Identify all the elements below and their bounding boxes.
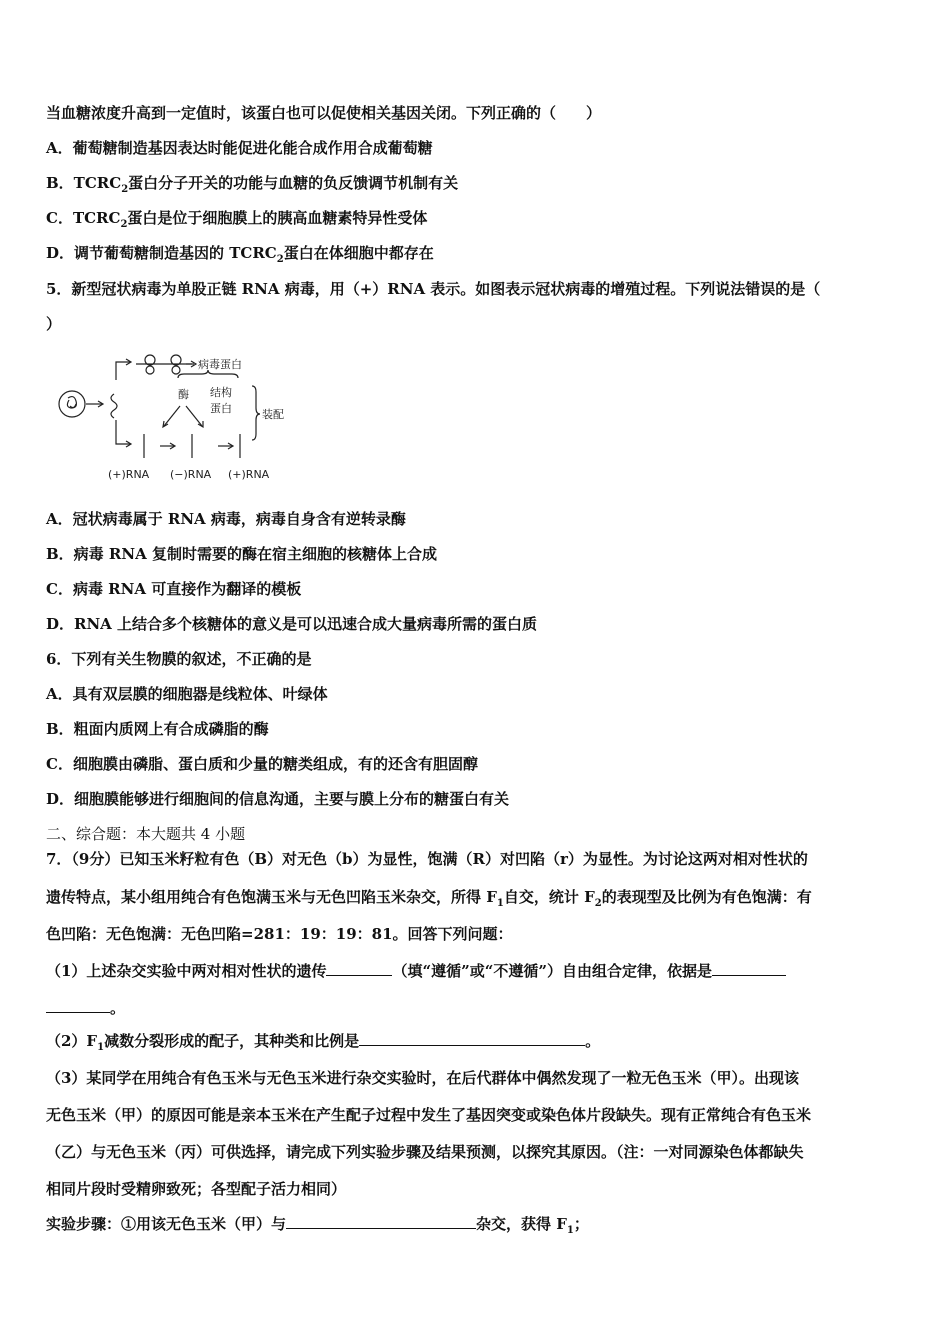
q6-option-a: A．具有双层膜的细胞器是线粒体、叶绿体 (46, 685, 328, 703)
section-title: 二、综合题：本大题共 4 小题 (46, 825, 246, 843)
q7-line3: 色凹陷：无色饱满：无色凹陷=281：19：19：81。回答下列问题： (46, 925, 513, 943)
label-rna-minus: (−)RNA (170, 468, 212, 481)
answer-blank-2[interactable] (712, 961, 786, 976)
q4-stem: 当血糖浓度升高到一定值时，该蛋白也可以促使相关基因关闭。下列正确的（ ） (46, 104, 602, 122)
answer-blank-3[interactable] (359, 1031, 585, 1046)
q7-step1: 实验步骤：①用该无色玉米（甲）与 杂交，获得 $F_1$； (46, 1215, 589, 1236)
q7-part3-line2: 无色玉米（甲）的原因可能是亲本玉米在产生配子过程中发生了基因突变或染色体片段缺失。现有正常纯合有色玉米 (46, 1106, 812, 1124)
q7-part3-line4: 相同片段时受精卵致死；各型配子活力相同） (46, 1180, 347, 1198)
q7-line2: 遗传特点，某小组用纯合有色饱满玉米与无色凹陷玉米杂交，所得 $F_1$自交，统计 $F_2$的表现型及比例为有色饱满：有 (46, 888, 812, 909)
rna-strand-icon (111, 394, 117, 418)
label-rna-plus-2: (+)RNA (228, 468, 270, 481)
q6-option-b: B．粗面内质网上有合成磷脂的酶 (46, 720, 269, 738)
answer-blank-1[interactable] (326, 961, 392, 976)
label-structural-protein-2: 蛋白 (210, 402, 232, 415)
q4-option-b: B．$TCRC_2$蛋白分子开关的功能与血糖的负反馈调节机制有关 (46, 174, 459, 195)
q7-line1: 7．（9分）已知玉米籽粒有色（B）对无色（b）为显性，饱满（R）对凹陷（r）为显性。为讨论这两对相对性状的 (46, 850, 808, 868)
q5-option-c: C．病毒 RNA 可直接作为翻译的模板 (46, 580, 302, 598)
q7-part1: （1）上述杂交实验中两对相对性状的遗传 （填“遵循”或“不遵循”）自由组合定律，依据是 (46, 961, 910, 981)
virus-particle-icon (59, 391, 85, 417)
q4-option-a: A．葡萄糖制造基因表达时能促进化能合成作用合成葡萄糖 (46, 139, 433, 157)
answer-blank-4[interactable] (286, 1214, 476, 1229)
q4-option-c: C．$TCRC_2$蛋白是位于细胞膜上的胰高血糖素特异性受体 (46, 209, 428, 230)
q7-part3-line3: （乙）与无色玉米（丙）可供选择，请完成下列实验步骤及结果预测，以探究其原因。（注：一对同源染色体都缺失 (46, 1143, 804, 1161)
q7-part3-line1: （3）某同学在用纯合有色玉米与无色玉米进行杂交实验时，在后代群体中偶然发现了一粒无色玉米（甲）。出现该 (46, 1069, 799, 1087)
q5-stem-line1: 5．新型冠状病毒为单股正链 RNA 病毒，用（+）RNA 表示。如图表示冠状病毒的增殖过程。下列说法错误的是（ (46, 280, 821, 298)
q4-option-d: D．调节葡萄糖制造基因的 $TCRC_2$蛋白在体细胞中都存在 (46, 244, 434, 265)
q5-stem-line2: ） (46, 315, 62, 333)
answer-blank-2-cont[interactable] (46, 998, 110, 1013)
q6-option-d: D．细胞膜能够进行细胞间的信息沟通，主要与膜上分布的糖蛋白有关 (46, 790, 510, 808)
q6-option-c: C．细胞膜由磷脂、蛋白质和少量的糖类组成，有的还含有胆固醇 (46, 755, 478, 773)
label-structural-protein-1: 结构 (210, 386, 232, 399)
q7-part2: $(2)F_1$减数分裂形成的配子，其种类和比例是 。 (46, 1032, 601, 1053)
label-enzyme: 酶 (178, 388, 189, 401)
q5-option-a: A．冠状病毒属于 RNA 病毒，病毒自身含有逆转录酶 (46, 510, 406, 528)
q6-stem: 6．下列有关生物膜的叙述，不正确的是 (46, 650, 312, 668)
label-rna-plus-1: (+)RNA (108, 468, 150, 481)
q5-option-b: B．病毒 RNA 复制时需要的酶在宿主细胞的核糖体上合成 (46, 545, 437, 563)
q7-part1-cont: 。 (46, 998, 910, 1018)
label-virus-protein: 病毒蛋白 (198, 358, 242, 371)
label-assembly: 装配 (262, 408, 284, 421)
q5-option-d: D．RNA 上结合多个核糖体的意义是可以迅速合成大量病毒所需的蛋白质 (46, 615, 538, 633)
virus-rna-coil-icon (67, 397, 76, 408)
virus-replication-diagram (52, 350, 302, 490)
